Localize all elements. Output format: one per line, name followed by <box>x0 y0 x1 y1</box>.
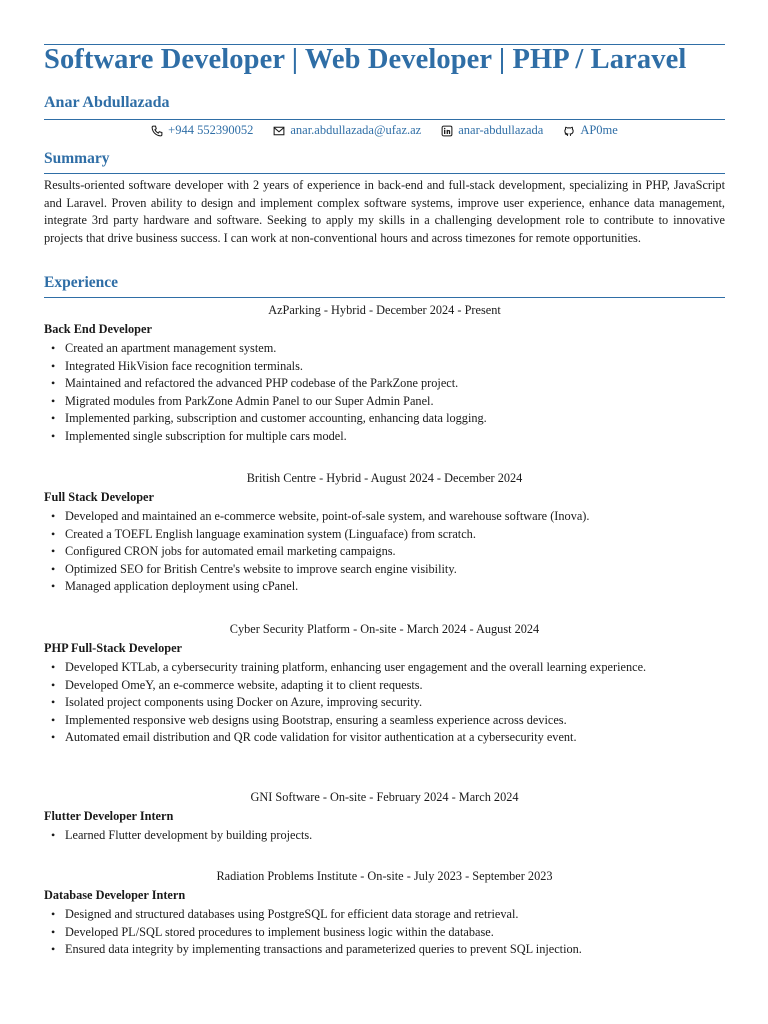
experience-divider <box>44 297 725 298</box>
email-link[interactable] <box>273 123 421 138</box>
job-bullets <box>44 508 725 596</box>
section-heading-summary: Summary <box>44 150 110 167</box>
summary-text: Results-oriented software developer with 2 years of experience in back-end and full-stack development, specializing in PHP, JavaScript and Laravel. Proven ability to design and implement complex software systems, improve user experience, enhance data management, integrate 3rd party hardware and software. Seeking to apply my skills in a challenging development role to contribute to innovative projects that drive business success. I can work at non-conventional hours and across timezones for remote opportunities. <box>44 178 725 246</box>
list-item: • Ensured data integrity by implementing transactions and parameterized queries to prevent SQL injection. <box>65 941 725 959</box>
job-role: Back End Developer <box>44 322 152 336</box>
job-entry <box>44 302 725 446</box>
list-item: • Developed KTLab, a cybersecurity training platform, enhancing user engagement and the overall learning experience. <box>65 659 725 677</box>
list-item: • Maintained and refactored the advanced PHP codebase of the ParkZone project. <box>65 375 725 393</box>
job-header: GNI Software - On-site - February 2024 - March 2024 <box>250 790 519 804</box>
list-item: • Configured CRON jobs for automated email marketing campaigns. <box>65 543 725 561</box>
job-entry <box>44 789 725 845</box>
list-item: • Created an apartment management system. <box>65 340 725 358</box>
section-heading-experience: Experience <box>44 274 119 291</box>
job-entry <box>44 470 725 596</box>
list-item: • Implemented responsive web designs using Bootstrap, ensuring a seamless experience across devices. <box>65 712 725 730</box>
job-role: Database Developer Intern <box>44 888 186 902</box>
list-item: • Implemented single subscription for multiple cars model. <box>65 428 725 446</box>
job-role: PHP Full-Stack Developer <box>44 641 182 655</box>
list-item: • Integrated HikVision face recognition terminals. <box>65 358 725 376</box>
list-item: • Created a TOEFL English language examination system (Linguaface) from scratch. <box>65 526 725 544</box>
job-entry <box>44 868 725 959</box>
job-header: Radiation Problems Institute - On-site - July 2023 - September 2023 <box>216 869 553 883</box>
email-text: anar.abdullazada@ufaz.az <box>290 123 422 137</box>
list-item: • Automated email distribution and QR code validation for visitor authentication at a cybersecurity event. <box>65 729 725 747</box>
page-title: Software Developer | Web Developer | PHP / Laravel <box>44 44 687 75</box>
job-role: Full Stack Developer <box>44 490 154 504</box>
github-icon <box>563 125 575 137</box>
list-item: • Developed and maintained an e-commerce website, point-of-sale system, and warehouse software (Inova). <box>65 508 725 526</box>
contact-bar <box>44 123 725 138</box>
list-item: • Managed application deployment using cPanel. <box>65 578 725 596</box>
list-item: • Designed and structured databases using PostgreSQL for efficient data storage and retrieval. <box>65 906 725 924</box>
job-bullets <box>44 340 725 446</box>
list-item: • Implemented parking, subscription and customer accounting, enhancing data logging. <box>65 410 725 428</box>
job-header: Cyber Security Platform - On-site - March 2024 - August 2024 <box>229 622 540 636</box>
email-icon <box>273 125 285 137</box>
list-item: • Migrated modules from ParkZone Admin Panel to our Super Admin Panel. <box>65 393 725 411</box>
summary-divider <box>44 173 725 174</box>
github-text: AP0me <box>580 123 618 137</box>
phone-text: +944 552390052 <box>168 123 254 137</box>
job-role: Flutter Developer Intern <box>44 809 174 823</box>
linkedin-icon <box>441 125 453 137</box>
phone-icon <box>151 125 163 137</box>
job-header: British Centre - Hybrid - August 2024 - December 2024 <box>246 471 523 485</box>
list-item: • Learned Flutter development by building projects. <box>65 827 725 845</box>
github-link[interactable] <box>563 123 618 138</box>
job-bullets <box>44 659 725 747</box>
job-header: AzParking - Hybrid - December 2024 - Present <box>268 303 501 317</box>
list-item: • Developed OmeY, an e-commerce website, adapting it to client requests. <box>65 677 725 695</box>
list-item: • Optimized SEO for British Centre's website to improve search engine visibility. <box>65 561 725 579</box>
phone-link[interactable] <box>151 123 253 138</box>
list-item: • Developed PL/SQL stored procedures to implement business logic within the database. <box>65 924 725 942</box>
linkedin-link[interactable] <box>441 123 543 138</box>
job-bullets <box>44 906 725 959</box>
candidate-name: Anar Abdullazada <box>44 94 170 111</box>
name-divider <box>44 119 725 120</box>
list-item: • Isolated project components using Docker on Azure, improving security. <box>65 694 725 712</box>
linkedin-text: anar-abdullazada <box>458 123 544 137</box>
job-bullets <box>44 827 725 845</box>
job-entry <box>44 621 725 747</box>
